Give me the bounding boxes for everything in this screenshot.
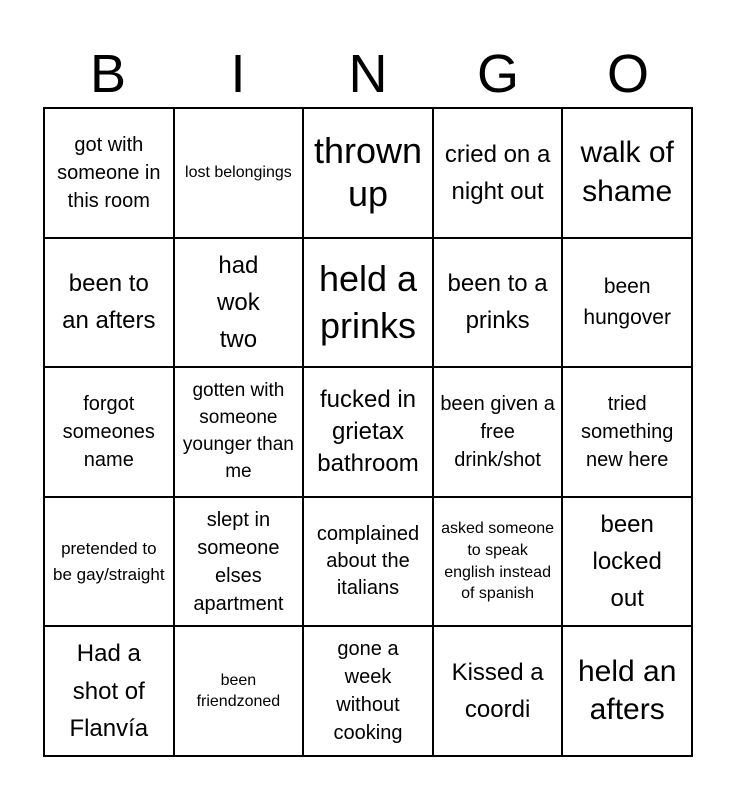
bingo-cell-r2-c2[interactable] [174, 238, 304, 368]
cell-text: complained about the italians [316, 523, 420, 600]
bingo-cell-r4-c2[interactable] [174, 497, 304, 627]
cell-text: cried on a night out [444, 140, 551, 205]
cell-text: walk of shame [580, 136, 674, 208]
bingo-cell-r2-c4[interactable] [433, 238, 563, 368]
cell-text: thrown up [313, 130, 423, 214]
cell-text: slept in someone elses apartment [193, 508, 284, 615]
bingo-cell-r5-c2[interactable] [174, 626, 304, 756]
cell-text: forgot someones name [62, 392, 155, 471]
cell-text: been locked out [592, 510, 662, 613]
bingo-cell-r4-c1[interactable] [44, 497, 174, 627]
bingo-cell-r4-c3[interactable] [303, 497, 433, 627]
bingo-cell-r5-c5[interactable] [562, 626, 692, 756]
cell-text: got with someone in this room [57, 133, 161, 212]
bingo-cell-r3-c1[interactable] [44, 367, 174, 497]
cell-text: been to an afters [62, 270, 156, 335]
cell-text: been given a free drink/shot [440, 392, 555, 471]
bingo-cell-r1-c5[interactable] [562, 108, 692, 238]
bingo-cell-r5-c3[interactable] [303, 626, 433, 756]
bingo-cell-r3-c4[interactable] [433, 367, 563, 497]
bingo-cell-r2-c5[interactable] [562, 238, 692, 368]
bingo-cell-r4-c4[interactable] [433, 497, 563, 627]
header-letter-n: N [348, 44, 388, 104]
bingo-card-grid [43, 107, 693, 757]
cell-text: been hungover [583, 274, 671, 330]
bingo-cell-r1-c3[interactable] [303, 108, 433, 238]
cell-text: tried something new here [581, 392, 674, 471]
bingo-cell-r2-c1[interactable] [44, 238, 174, 368]
cell-text: Had a shot of Flanvía [69, 640, 149, 742]
header-letter-b: B [89, 44, 127, 104]
bingo-cell-r5-c4[interactable] [433, 626, 563, 756]
header-letter-i: I [230, 44, 246, 104]
cell-text: been friendzoned [196, 671, 281, 711]
bingo-cell-r1-c2[interactable] [174, 108, 304, 238]
cell-text: held a prinks [318, 257, 418, 347]
bingo-cell-r3-c2[interactable] [174, 367, 304, 497]
cell-text: pretended to be gay/straight [53, 539, 165, 584]
cell-text: Kissed a coordi [451, 659, 544, 724]
bingo-cell-r5-c1[interactable] [44, 626, 174, 756]
cell-text: fucked in grietax bathroom [317, 386, 419, 477]
bingo-header [43, 40, 693, 108]
header-letter-o: O [606, 44, 649, 104]
cell-text: had wok two [217, 251, 260, 353]
cell-text: held an afters [577, 654, 677, 727]
bingo-cell-r4-c5[interactable] [562, 497, 692, 627]
bingo-cell-r3-c5[interactable] [562, 367, 692, 497]
bingo-cell-r2-c3[interactable] [303, 238, 433, 368]
bingo-cell-r1-c1[interactable] [44, 108, 174, 238]
cell-text: gone a week without cooking [333, 638, 403, 745]
cell-text: lost belongings [185, 164, 292, 181]
bingo-cell-r3-c3[interactable] [303, 367, 433, 497]
cell-text: asked someone to speak english instead of spanish [441, 520, 555, 603]
cell-text: gotten with someone younger than me [182, 380, 294, 482]
cell-text: been to a prinks [447, 270, 548, 335]
header-letter-g: G [476, 44, 519, 104]
bingo-cell-r1-c4[interactable] [433, 108, 563, 238]
